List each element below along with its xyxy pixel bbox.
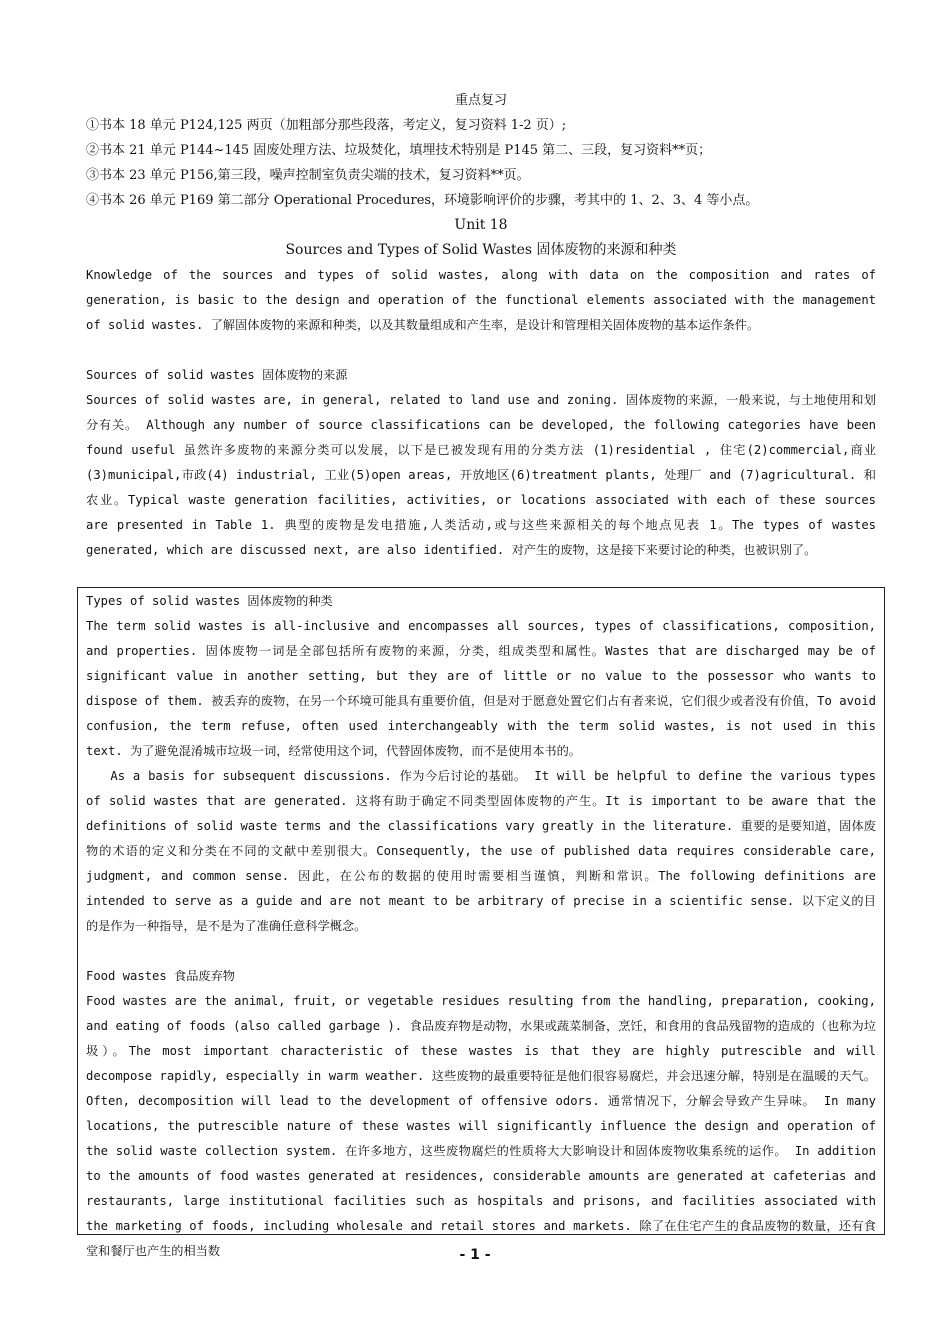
review-item-2: ②书本 21 单元 P144~145 固废处理方法、垃圾焚化，填埋技术特别是 P145 第二、三段，复习资料**页； <box>86 143 712 158</box>
review-item-3: ③书本 23 单元 P156,第三段，噪声控制室负责尖端的技术，复习资料**页。 <box>86 168 530 183</box>
types-section-title: Types of solid wastes 固体废物的种类 <box>86 594 333 608</box>
review-title: 重点复习 <box>454 93 507 108</box>
unit-title: Sources and Types of Solid Wastes 固体废物的来源和种类 <box>285 242 677 258</box>
sources-section-title: Sources of solid wastes 固体废物的来源 <box>86 368 348 382</box>
food-section-title: Food wastes 食品废弃物 <box>86 969 235 983</box>
unit-number: Unit 18 <box>454 217 508 233</box>
intro-paragraph: Knowledge of the sources and types of solid wastes, along with data on the composition and rates of generation, is basic to the design and operation of the functional elements associated with the management of solid wastes. 了解固体废物的来源和种类，以及其数量组成和产生率，是设计和管理相关固体废物的基本运作条件。 <box>86 268 876 332</box>
review-item-1: ①书本 18 单元 P124,125 两页（加粗部分那些段落，考定义，复习资料 1-2 页）; <box>86 118 567 133</box>
page-top <box>86 88 876 563</box>
page-number: - 1 - <box>459 1247 491 1263</box>
types-paragraph-2: As a basis for subsequent discussions. 作为今后讨论的基础。 It will be helpful to define the various types of solid wastes that are generated. 这将有助于确定不同类型固体废物的产生。It is important to be aware that the definitions of solid waste terms and the classifications vary greatly in the literature. 重要的是要知道，固体废物的术语的定义和分类在不同的文献中差别很大。Consequently, the use of published data requires considerable care, judgment, and common sense. 因此，在公布的数据的使用时需要相当谨慎，判断和常识。The following definitions are intended to serve as a guide and are not meant to be arbitrary of precise in a scientific sense. 以下定义的目的是作为一种指导，是不是为了准确任意科学概念。 <box>86 769 876 933</box>
sources-paragraph: Sources of solid wastes are, in general, related to land use and zoning. 固体废物的来源，一般来说，与土地使用和划分有关。 Although any number of source classifications can be developed, the following categories have been found useful 虽然许多废物的来源分类可以发展，以下是已被发现有用的分类方法 (1)residential , 住宅(2)commercial,商业(3)municipal,市政(4) industrial, 工业(5)open areas, 开放地区(6)treatment plants, 处理厂 and (7)agricultural. 和农业。Typical waste generation facilities, activities, or locations associated with each of these sources are presented in Table 1. 典型的废物是发电措施,人类活动,或与这些来源相关的每个地点见表 1。The types of wastes generated, which are discussed next, are also identified. 对产生的废物，这是接下来要讨论的种类，也被识别了。 <box>86 393 876 557</box>
types-paragraph-1: The term solid wastes is all-inclusive and encompasses all sources, types of classifications, composition, and properties. 固体废物一词是全部包括所有废物的来源，分类，组成类型和属性。Wastes that are discharged may be of significant value in another setting, but they are of little or no value to the possessor who wants to dispose of them. 被丢弃的废物，在另一个环境可能具有重要价值，但是对于愿意处置它们占有者来说，它们很少或者没有价值，To avoid confusion, the term refuse, often used interchangeably with the term solid wastes, is not used in this text. 为了避免混淆城市垃圾一词，经常使用这个词，代替固体废物，而不是使用本书的。 <box>86 619 876 758</box>
review-item-4: ④书本 26 单元 P169 第二部分 Operational Procedures，环境影响评价的步骤，考其中的 1、2、3、4 等小点。 <box>86 193 759 208</box>
box-content <box>86 589 876 1264</box>
food-paragraph: Food wastes are the animal, fruit, or vegetable residues resulting from the handling, preparation, cooking, and eating of foods (also called garbage ). 食品废弃物是动物，水果或蔬菜制备，烹饪，和食用的食品残留物的造成的（也称为垃圾）。The most important characteristic of these wastes is that they are highly putrescible and will decompose rapidly, especially in warm weather. 这些废物的最重要特征是他们很容易腐烂，并会迅速分解，特别是在温暖的天气。Often, decomposition will lead to the development of offensive odors. 通常情况下，分解会导致产生异味。 In many locations, the putrescible nature of these wastes will significantly influence the design and operation of the solid waste collection system. 在许多地方，这些废物腐烂的性质将大大影响设计和固体废物收集系统的运作。 In addition to the amounts of food wastes generated at residences, considerable amounts are generated at cafeterias and restaurants, large institutional facilities such as hospitals and prisons, and facilities associated with the marketing of foods, including wholesale and retail stores and markets. 除了在住宅产生的食品废物的数量，还有食堂和餐厅也产生的相当数 <box>86 994 876 1258</box>
